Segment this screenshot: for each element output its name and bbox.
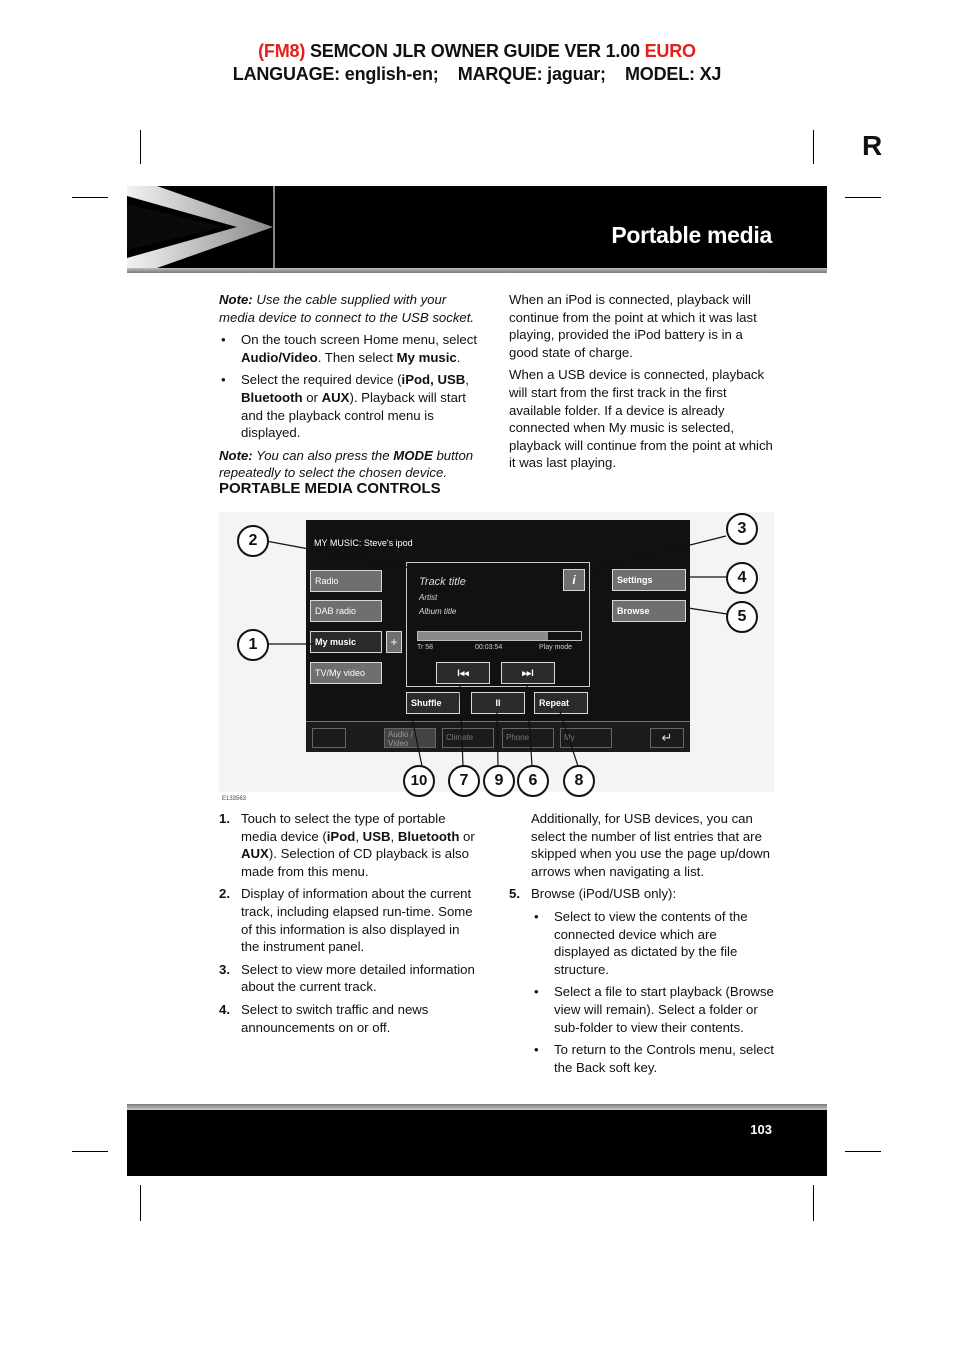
bullet-select-device: • Select the required device (iPod, USB, Bluetooth or AUX). Playback will start and the playback control menu is displayed.	[219, 371, 481, 441]
screen-title: MY MUSIC: Steve's ipod	[314, 538, 413, 548]
next-track-button[interactable]: ▸▸I	[501, 662, 555, 684]
dab-radio-button[interactable]: DAB radio	[310, 600, 382, 622]
callout-2: 2	[237, 525, 269, 557]
list-item: • Select a file to start playback (Browse view will remain). Select a folder or sub-folder to view their contents.	[532, 983, 774, 1036]
list-item: 3. Select to view more detailed information about the current track.	[219, 961, 475, 995]
list-item: • To return to the Controls menu, select the Back soft key.	[532, 1041, 774, 1076]
album-title: Album title	[419, 607, 457, 616]
callout-5: 5	[726, 601, 758, 633]
para-ipod: When an iPod is connected, playback will continue from the point at which it was last playing, provided the iPod battery is in a good state of charge.	[509, 292, 757, 360]
header-main: SEMCON JLR OWNER GUIDE VER 1.00	[309, 41, 640, 61]
elapsed-time: 00:03:54	[475, 644, 503, 651]
page-number: 103	[750, 1122, 772, 1137]
list-item: 4. Select to switch traffic and news announcements on or off.	[219, 1001, 429, 1035]
list-item: 2. Display of information about the current track, including elapsed run-time. Some of this information is also displayed in the instrument panel.	[219, 886, 473, 955]
banner-title: Portable media	[611, 222, 772, 248]
header-tag: (FM8)	[258, 41, 306, 61]
right-controls-list	[509, 810, 774, 1081]
note-cable: Note: Use the cable supplied with your media device to connect to the USB socket.	[219, 292, 475, 325]
doc-header-line2: LANGUAGE: english-en; MARQUE: jaguar; MODEL: XJ	[232, 64, 722, 84]
callout-8: 8	[563, 765, 595, 797]
my-music-button[interactable]: My music	[310, 631, 382, 653]
list-item: 5. Browse (iPod/USB only):	[509, 886, 677, 902]
section-letter: R	[862, 130, 883, 161]
info-button[interactable]: i	[563, 569, 585, 591]
callout-4: 4	[726, 562, 758, 594]
track-title: Track title	[419, 576, 466, 588]
browse-button[interactable]: Browse	[612, 600, 686, 622]
soft-key-climate[interactable]: Climate	[442, 728, 494, 748]
soft-key-phone[interactable]: Phone	[502, 728, 554, 748]
usb-continuation: Additionally, for USB devices, you can select the number of list entries that are skipped when you use the page up/down arrows when navigating a list.	[531, 811, 771, 879]
image-code: E133563	[222, 796, 247, 802]
repeat-button[interactable]: Repeat	[534, 692, 588, 714]
left-controls-list	[219, 810, 481, 1041]
para-usb: When a USB device is connected, playback will start from the first track in the first available folder. If a device is already connected when My music is selected, playback will continue from the point at which it was last playing.	[509, 367, 773, 471]
settings-button[interactable]: Settings	[612, 569, 686, 591]
shuffle-button[interactable]: Shuffle	[406, 692, 460, 714]
soft-key-my[interactable]: My	[560, 728, 612, 748]
list-item: 1. Touch to select the type of portable media device (iPod, USB, Bluetooth or AUX). Selection of CD playback is also made from this menu.	[219, 811, 475, 879]
soft-key-audio-video[interactable]: Audio / Video	[384, 728, 436, 748]
callout-7: 7	[448, 765, 480, 797]
tv-video-button[interactable]: TV/My video	[310, 662, 382, 684]
callout-3: 3	[726, 513, 758, 545]
radio-button[interactable]: Radio	[310, 570, 382, 592]
section-subheading: PORTABLE MEDIA CONTROLS	[219, 480, 441, 497]
play-mode: Play mode	[539, 644, 573, 651]
callout-10: 10	[403, 765, 435, 797]
plus-button[interactable]: +	[386, 631, 402, 653]
note-mode: Note: You can also press the MODE button repeatedly to select the chosen device.	[219, 447, 474, 481]
callout-6: 6	[517, 765, 549, 797]
previous-track-button[interactable]: I◂◂	[436, 662, 490, 684]
callout-1: 1	[237, 629, 269, 661]
back-soft-key[interactable]: ↵	[650, 728, 684, 748]
pause-button[interactable]: II	[471, 692, 525, 714]
track-number: Tr 58	[417, 644, 434, 651]
list-item: • Select to view the contents of the connected device which are displayed as dictated by the file structure.	[532, 908, 774, 978]
artist-name: Artist	[419, 593, 438, 602]
page-footer	[127, 1110, 827, 1176]
header-region: EURO	[644, 41, 696, 61]
bullet-home-menu: • On the touch screen Home menu, select Audio/Video. Then select My music.	[219, 331, 481, 366]
callout-9: 9	[483, 765, 515, 797]
